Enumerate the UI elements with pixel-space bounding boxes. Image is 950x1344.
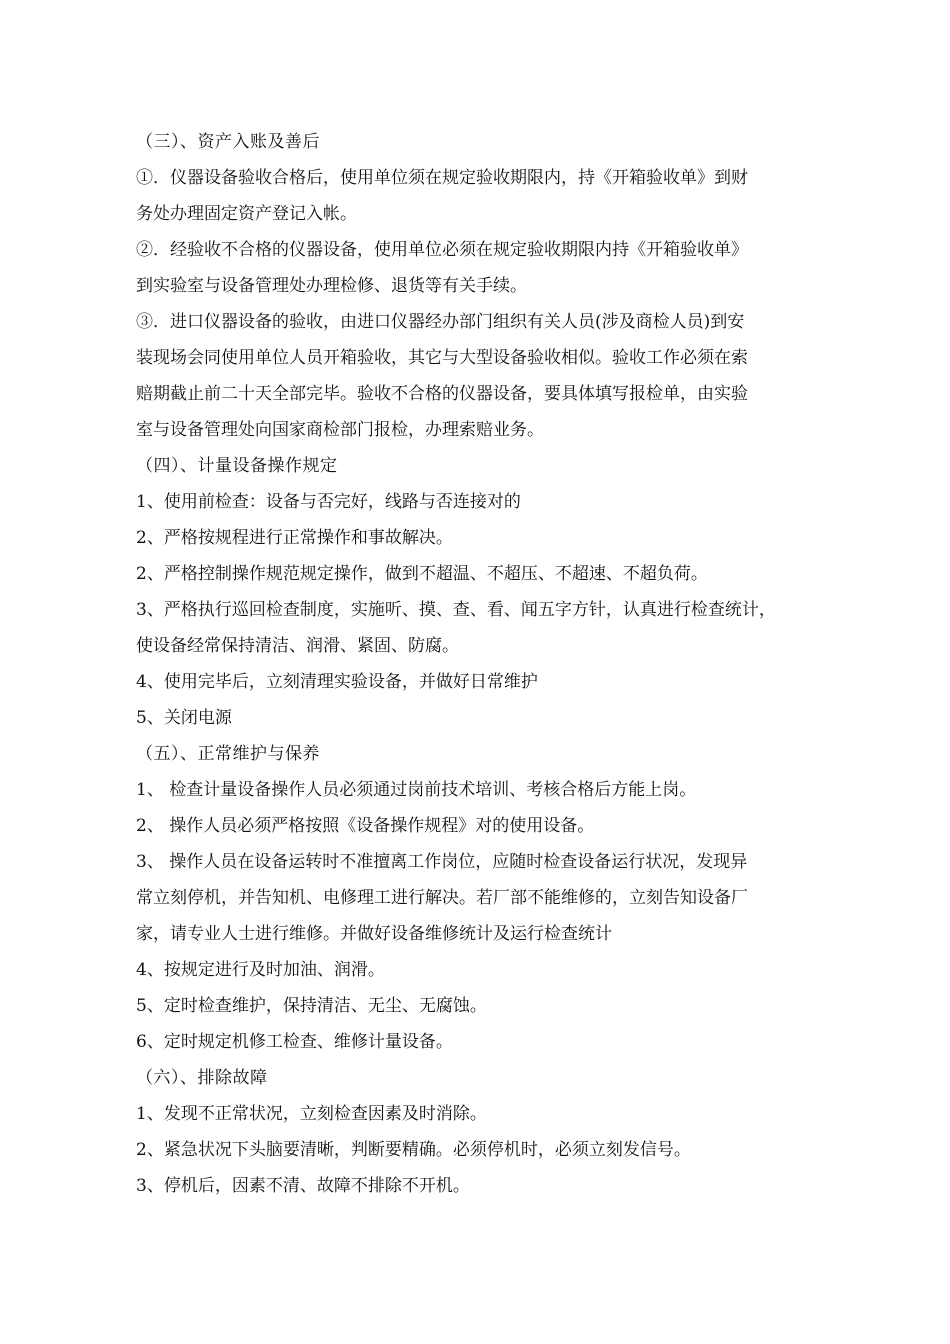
paragraph-line: ①．仪器设备验收合格后，使用单位须在规定验收期限内，持《开箱验收单》到财 bbox=[136, 168, 748, 188]
list-item: 1、 检查计量设备操作人员必须通过岗前技术培训、考核合格后方能上岗。 bbox=[136, 780, 697, 800]
list-item: 2、 操作人员必须严格按照《设备操作规程》对的使用设备。 bbox=[136, 816, 595, 836]
list-item-continuation: 常立刻停机，并告知机、电修理工进行解决。若厂部不能维修的，立刻告知设备厂 bbox=[136, 888, 748, 908]
paragraph-line: ③．进口仪器设备的验收，由进口仪器经办部门组织有关人员(涉及商检人员)到安 bbox=[136, 312, 745, 332]
list-item: 3、 操作人员在设备运转时不准擅离工作岗位，应随时检查设备运行状况，发现异 bbox=[136, 852, 748, 872]
list-item: 1、发现不正常状况，立刻检查因素及时消除。 bbox=[136, 1104, 487, 1124]
list-item: 3、严格执行巡回检查制度，实施听、摸、查、看、闻五字方针，认真进行检查统计， bbox=[136, 600, 776, 620]
list-item: 3、停机后，因素不清、故障不排除不开机。 bbox=[136, 1176, 470, 1196]
list-item: 5、关闭电源 bbox=[136, 708, 232, 728]
section-heading-operation-rules: （四）、计量设备操作规定 bbox=[136, 456, 338, 476]
list-item: 2、严格控制操作规范规定操作，做到不超温、不超压、不超速、不超负荷。 bbox=[136, 564, 708, 584]
list-item: 4、按规定进行及时加油、润滑。 bbox=[136, 960, 385, 980]
paragraph-line: 室与设备管理处向国家商检部门报检，办理索赔业务。 bbox=[136, 420, 544, 440]
list-item: 6、定时规定机修工检查、维修计量设备。 bbox=[136, 1032, 453, 1052]
list-item: 2、严格按规程进行正常操作和事故解决。 bbox=[136, 528, 453, 548]
list-item: 2、紧急状况下头脑要清晰，判断要精确。必须停机时，必须立刻发信号。 bbox=[136, 1140, 691, 1160]
list-item: 1、使用前检查：设备与否完好，线路与否连接对的 bbox=[136, 492, 521, 512]
paragraph-line: 到实验室与设备管理处办理检修、退货等有关手续。 bbox=[136, 276, 527, 296]
list-item-continuation: 使设备经常保持清洁、润滑、紧固、防腐。 bbox=[136, 636, 459, 656]
paragraph-line: ②．经验收不合格的仪器设备，使用单位必须在规定验收期限内持《开箱验收单》 bbox=[136, 240, 748, 260]
document-body bbox=[136, 124, 856, 1204]
list-item: 5、定时检查维护，保持清洁、无尘、无腐蚀。 bbox=[136, 996, 487, 1016]
list-item: 4、使用完毕后，立刻清理实验设备，并做好日常维护 bbox=[136, 672, 538, 692]
paragraph-line: 赔期截止前二十天全部完毕。验收不合格的仪器设备，要具体填写报检单，由实验 bbox=[136, 384, 748, 404]
paragraph-line: 装现场会同使用单位人员开箱验收，其它与大型设备验收相似。验收工作必须在索 bbox=[136, 348, 748, 368]
list-item-continuation: 家，请专业人士进行维修。并做好设备维修统计及运行检查统计 bbox=[136, 924, 612, 944]
section-heading-troubleshooting: （六）、排除故障 bbox=[136, 1068, 268, 1088]
section-heading-asset-accounting: （三）、资产入账及善后 bbox=[136, 132, 320, 152]
section-heading-maintenance: （五）、正常维护与保养 bbox=[136, 744, 320, 764]
paragraph-line: 务处办理固定资产登记入帐。 bbox=[136, 204, 357, 224]
